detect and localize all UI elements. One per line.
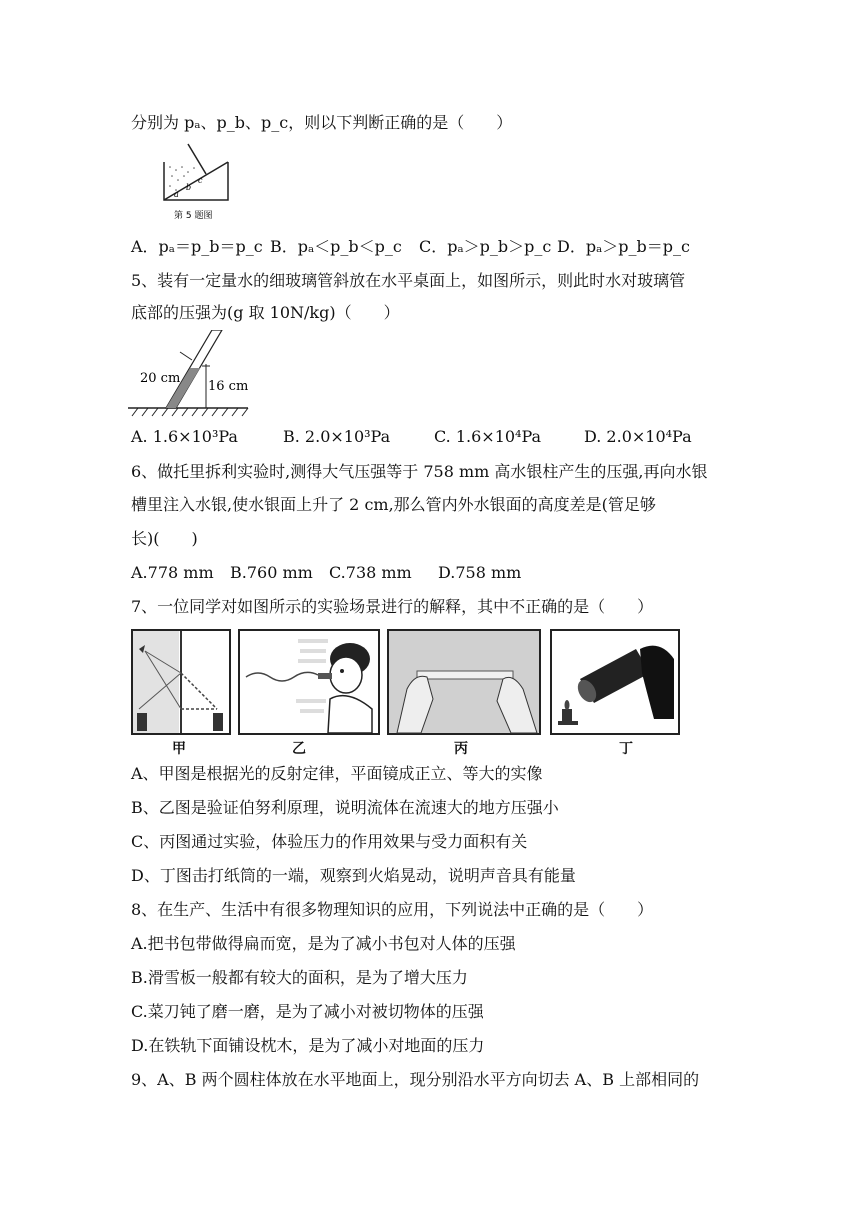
q5-label-16cm: 16 cm — [208, 379, 249, 394]
q7-caption-jia: 甲 — [172, 741, 186, 757]
q5-option-c[interactable]: C. 1.6×10⁴Pa — [434, 427, 542, 446]
q7-option-d[interactable]: D、丁图击打纸筒的一端，观察到火焰晃动，说明声音具有能量 — [131, 866, 576, 885]
q7-caption-yi: 乙 — [292, 741, 306, 757]
q4-option-c[interactable]: C．pₐ＞p_b＞p_c — [419, 237, 552, 256]
q4-label-b: b — [186, 183, 192, 192]
q6-stem-line1: 6、做托里拆利实验时,测得大气压强等于 758 mm 高水银柱产生的压强,再向水银 — [131, 462, 708, 481]
q8-stem: 8、在生产、生活中有很多物理知识的应用，下列说法中正确的是（ ） — [131, 900, 654, 919]
q7-caption-ding: 丁 — [619, 741, 633, 757]
q8-option-a[interactable]: A.把书包带做得扁而宽，是为了减小书包对人体的压强 — [131, 934, 516, 953]
q8-option-b[interactable]: B.滑雪板一般都有较大的面积，是为了增大压力 — [131, 968, 468, 987]
q5-option-a[interactable]: A. 1.6×10³Pa — [131, 427, 238, 446]
q7-caption-bing: 丙 — [454, 741, 468, 757]
q6-stem-line2: 槽里注入水银,使水银面上升了 2 cm,那么管内外水银面的高度差是(管足够 — [131, 495, 656, 514]
q4-option-d[interactable]: D．pₐ＞p_b＝p_c — [557, 237, 690, 256]
q7-option-c[interactable]: C、丙图通过实验，体验压力的作用效果与受力面积有关 — [131, 832, 528, 851]
q6-option-c[interactable]: C.738 mm — [329, 563, 412, 582]
q9-stem: 9、A、B 两个圆柱体放在水平地面上，现分别沿水平方向切去 A、B 上部相同的 — [131, 1070, 700, 1089]
q4-figure-caption: 第 5 题图 — [174, 211, 213, 221]
q5-stem-line1: 5、装有一定量水的细玻璃管斜放在水平桌面上，如图所示，则此时水对玻璃管 — [131, 271, 686, 290]
q6-option-b[interactable]: B.760 mm — [230, 563, 313, 582]
q5-figure — [128, 330, 252, 418]
q6-option-d[interactable]: D.758 mm — [438, 563, 522, 582]
q7-panel-bing — [387, 629, 541, 735]
q6-option-a[interactable]: A.778 mm — [131, 563, 214, 582]
q7-panel-jia — [131, 629, 231, 735]
q4-option-a[interactable]: A．pₐ＝p_b＝p_c — [131, 237, 263, 256]
q7-option-a[interactable]: A、甲图是根据光的反射定律，平面镜成正立、等大的实像 — [131, 764, 543, 783]
q8-option-d[interactable]: D.在铁轨下面铺设枕木，是为了减小对地面的压力 — [131, 1036, 485, 1055]
q5-option-d[interactable]: D. 2.0×10⁴Pa — [584, 427, 692, 446]
q4-figure — [158, 142, 238, 222]
q6-stem-line3: 长)( ) — [131, 529, 198, 548]
q8-option-c[interactable]: C.菜刀钝了磨一磨，是为了减小对被切物体的压强 — [131, 1002, 484, 1021]
q7-option-b[interactable]: B、乙图是验证伯努利原理，说明流体在流速大的地方压强小 — [131, 798, 559, 817]
q5-label-20cm: 20 cm — [140, 371, 181, 386]
q7-panel-ding — [550, 629, 680, 735]
q4-label-c: c — [198, 176, 203, 185]
q4-option-b[interactable]: B．pₐ＜p_b＜p_c — [270, 237, 402, 256]
q5-option-b[interactable]: B. 2.0×10³Pa — [283, 427, 391, 446]
q7-panel-yi — [238, 629, 380, 735]
q7-stem: 7、一位同学对如图所示的实验场景进行的解释，其中不正确的是（ ） — [131, 597, 654, 616]
q5-stem-line2: 底部的压强为(g 取 10N/kg)（ ） — [131, 303, 400, 322]
q4-label-a: a — [174, 190, 179, 199]
q4-stem: 分别为 pₐ、p_b、p_c，则以下判断正确的是（ ） — [131, 113, 513, 132]
